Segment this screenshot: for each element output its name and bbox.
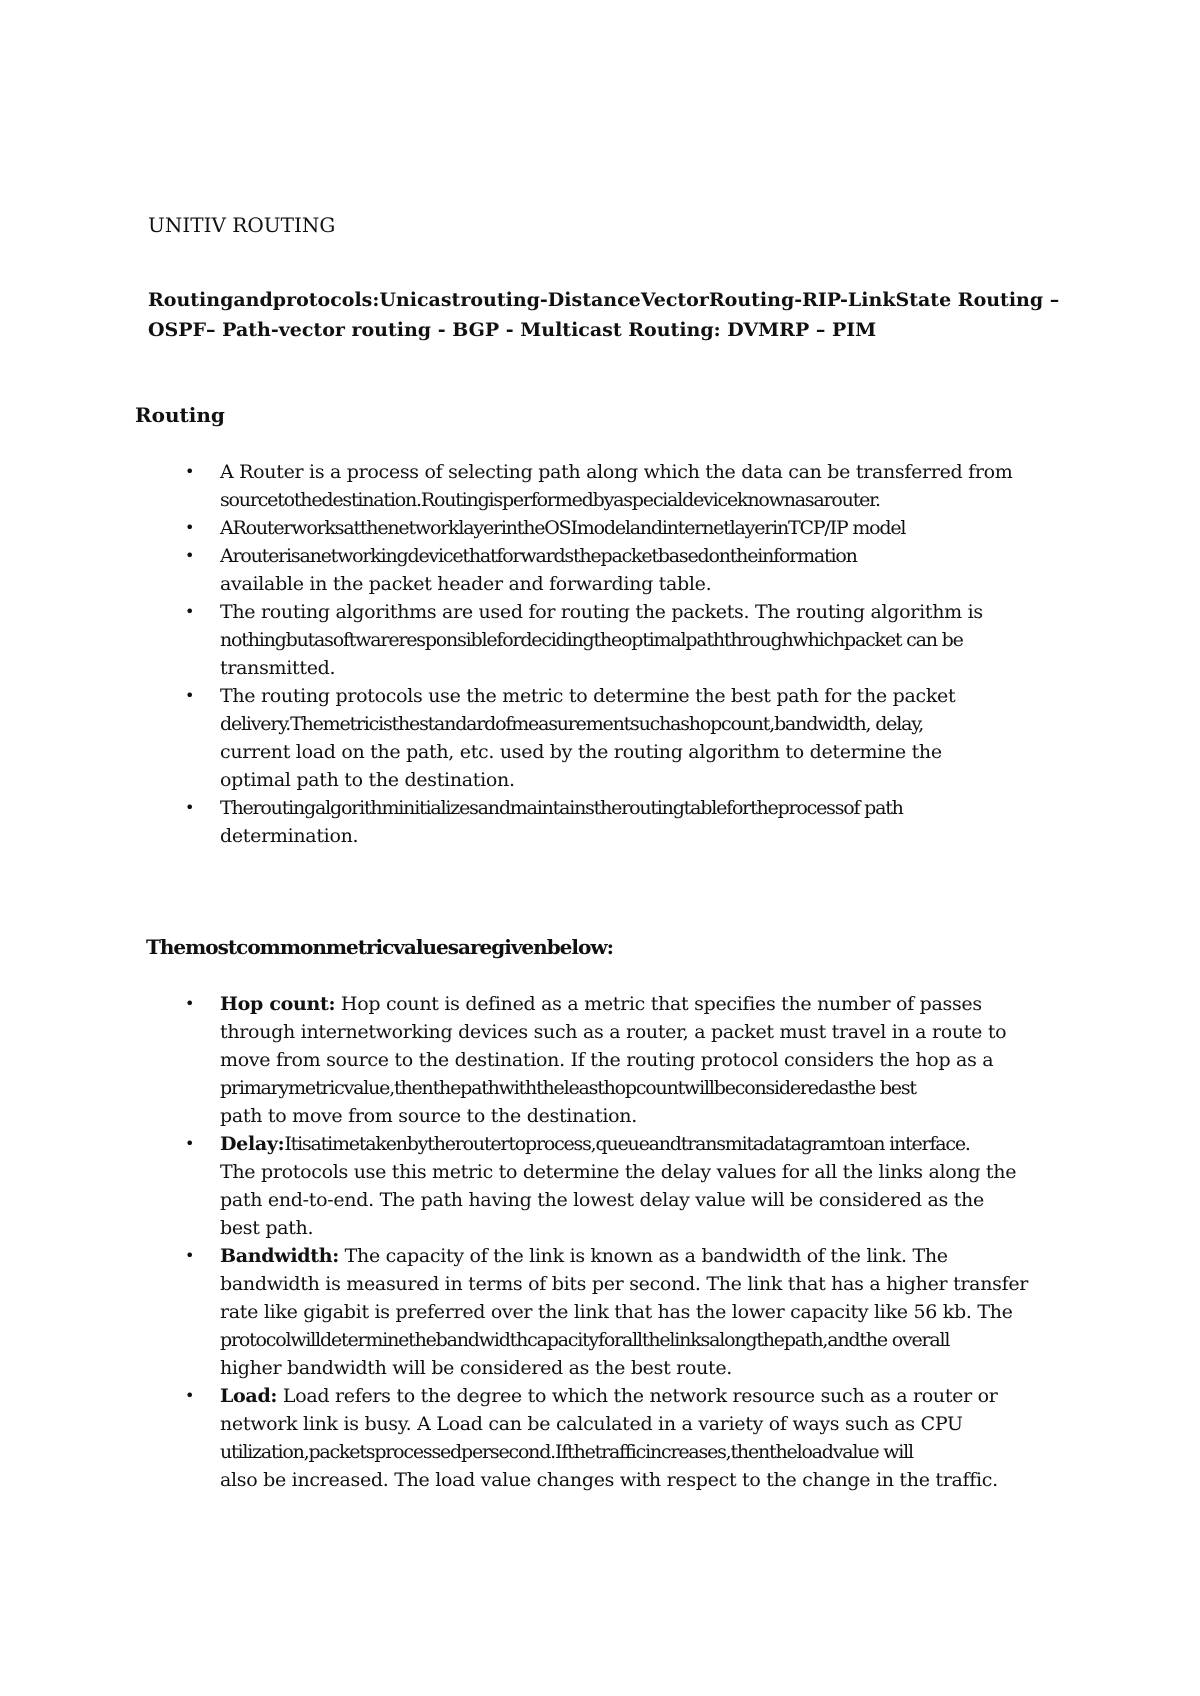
- bullet-item: [180, 458, 1080, 514]
- bullet-line: primarymetricvalue,thenthepathwiththeleasthopcountwillbeconsideredasthe best: [220, 1077, 916, 1099]
- routing-bullet-list: [180, 458, 1080, 850]
- bullet-line: nothingbutasoftwareresponsiblefordecidingtheoptimalpaththroughwhichpacket can be: [220, 629, 963, 651]
- bullet-icon: •: [185, 462, 195, 481]
- bullet-icon: •: [185, 1246, 195, 1265]
- bullet-line: The protocols use this metric to determine the delay values for all the links along the: [220, 1161, 1017, 1183]
- bullet-line: network link is busy. A Load can be calculated in a variety of ways such as CPU: [220, 1413, 963, 1435]
- bullet-item: [180, 1382, 1080, 1494]
- bullet-item: [180, 682, 1080, 794]
- unit-title: UNITIV ROUTING: [148, 213, 336, 237]
- bullet-item: [180, 598, 1080, 682]
- bullet-icon: •: [185, 798, 195, 817]
- bullet-line: current load on the path, etc. used by the routing algorithm to determine the: [220, 741, 942, 763]
- metric-term: Load:: [220, 1385, 278, 1407]
- bullet-line: sourcetothedestination.Routingisperformedbyaspecialdeviceknownasarouter.: [220, 489, 880, 511]
- bullet-line: optimal path to the destination.: [220, 769, 515, 791]
- bullet-line: path end-to-end. The path having the lowest delay value will be considered as the: [220, 1189, 984, 1211]
- bullet-item: [180, 542, 1080, 598]
- bullet-item: [180, 794, 1080, 850]
- bullet-line: transmitted.: [220, 657, 336, 679]
- bullet-line: ARouterworksatthenetworklayerintheOSImodelandinternetlayerinTCP/IP model: [220, 517, 906, 539]
- bullet-icon: •: [185, 994, 195, 1013]
- bullet-line: best path.: [220, 1217, 314, 1239]
- bullet-line: bandwidth is measured in terms of bits per second. The link that has a higher transfer: [220, 1273, 1029, 1295]
- bullet-icon: •: [185, 602, 195, 621]
- bullet-item: [180, 1130, 1080, 1242]
- bullet-icon: •: [185, 546, 195, 565]
- bullet-line: through internetworking devices such as a router, a packet must travel in a route to: [220, 1021, 1007, 1043]
- metric-term: Delay:: [220, 1133, 285, 1155]
- bullet-item: [180, 990, 1080, 1130]
- metric-term: Bandwidth:: [220, 1245, 339, 1267]
- bullet-line: The routing algorithms are used for routing the packets. The routing algorithm is: [220, 601, 983, 623]
- bullet-line: The routing protocols use the metric to determine the best path for the packet: [220, 685, 956, 707]
- bullet-line: determination.: [220, 825, 359, 847]
- bullet-item: [180, 1242, 1080, 1382]
- bullet-line: available in the packet header and forwarding table.: [220, 573, 712, 595]
- bullet-icon: •: [185, 518, 195, 537]
- bullet-icon: •: [185, 1134, 195, 1153]
- bullet-item: [180, 514, 1080, 542]
- bullet-line: also be increased. The load value changes with respect to the change in the traffic.: [220, 1469, 998, 1491]
- bullet-line: higher bandwidth will be considered as the best route.: [220, 1357, 733, 1379]
- metrics-bullet-list: [180, 990, 1080, 1494]
- bullet-line: Hop count is defined as a metric that specifies the number of passes: [335, 993, 982, 1015]
- bullet-line: A Router is a process of selecting path along which the data can be transferred from: [220, 461, 1013, 483]
- bullet-line: utilization,packetsprocessedpersecond.Ifthetrafficincreases,thentheloadvalue will: [220, 1441, 913, 1463]
- syllabus-topics: Routingandprotocols:Unicastrouting-DistanceVectorRouting-RIP-LinkState Routing – OSPF– Path-vector routing - BGP - Multicast Routing: DVMRP – PIM: [148, 289, 1060, 341]
- bullet-line: Load refers to the degree to which the network resource such as a router or: [277, 1385, 998, 1407]
- bullet-line: protocolwilldeterminethebandwidthcapacityforallthelinksalongthepath,andthe overall: [220, 1329, 950, 1351]
- bullet-line: Theroutingalgorithminitializesandmaintainstheroutingtablefortheprocessof path: [220, 797, 903, 819]
- bullet-line: path to move from source to the destination.: [220, 1105, 637, 1127]
- bullet-line: rate like gigabit is preferred over the link that has the lower capacity like 56 kb. The: [220, 1301, 1013, 1323]
- bullet-line: The capacity of the link is known as a bandwidth of the link. The: [338, 1245, 948, 1267]
- bullet-line: move from source to the destination. If the routing protocol considers the hop as a: [220, 1049, 994, 1071]
- metric-term: Hop count:: [220, 993, 336, 1015]
- bullet-line: Itisatimetakenbytheroutertoprocess,queueandtransmitadatagramtoan interface.: [284, 1133, 970, 1155]
- routing-heading: Routing: [135, 403, 225, 427]
- bullet-line: Arouterisanetworkingdevicethatforwardsthepacketbasedontheinformation: [220, 545, 857, 567]
- bullet-icon: •: [185, 1386, 195, 1405]
- metrics-heading: Themostcommonmetricvaluesaregivenbelow:: [146, 935, 613, 959]
- bullet-icon: •: [185, 686, 195, 705]
- bullet-line: delivery.Themetricisthestandardofmeasurementsuchashopcount,bandwidth, delay,: [220, 713, 924, 735]
